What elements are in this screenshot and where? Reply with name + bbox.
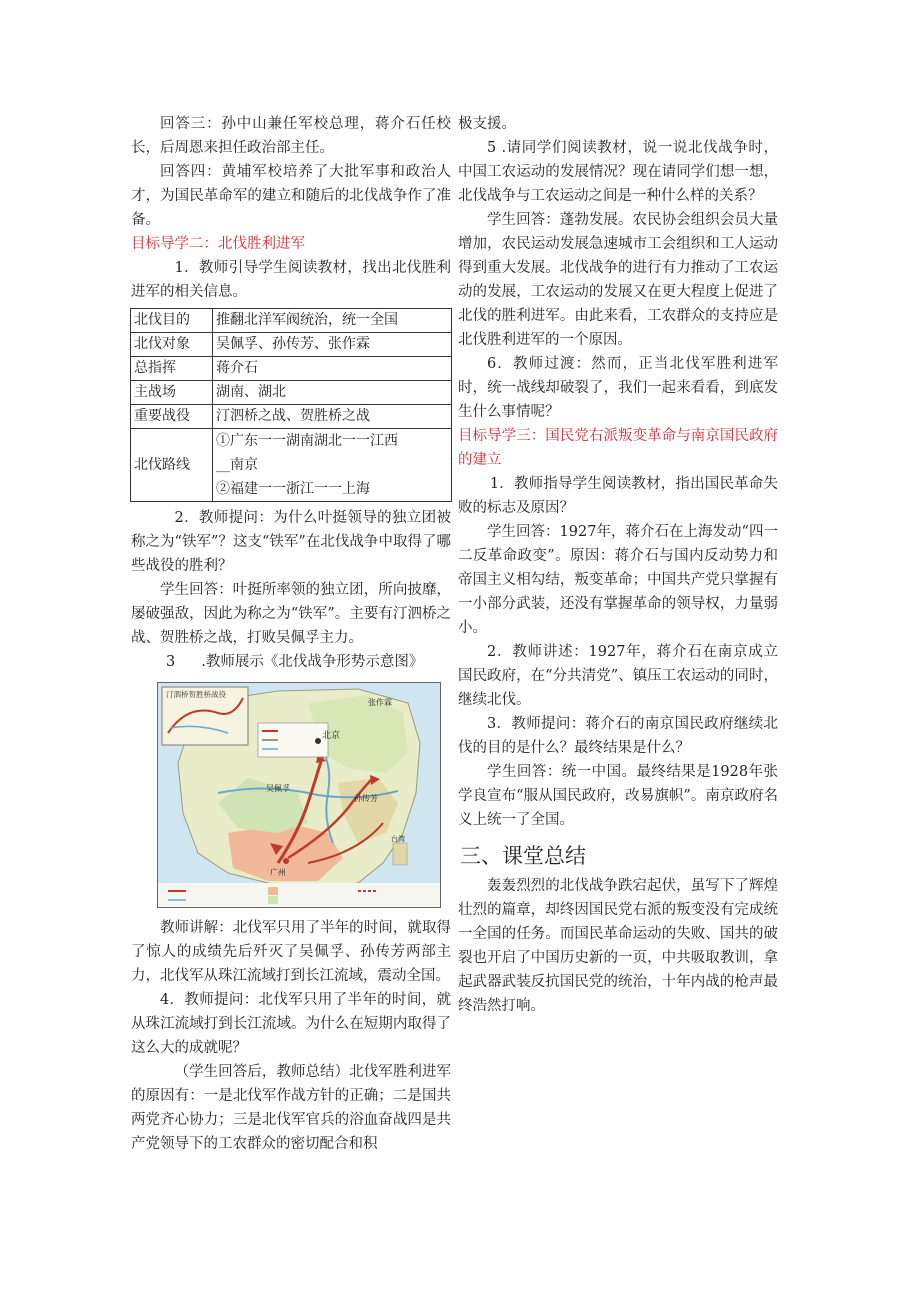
section-heading-summary: 三、课堂总结 <box>460 844 586 868</box>
paragraph-answer-tiejun: 学生回答：叶挺所率领的独立团，所向披靡，屡破强敌，因此为称之为“铁军”。主要有汀泗桥之战、贺胜桥之战，打败吴佩孚主力。 <box>131 582 451 646</box>
paragraph-teacher-explain: 教师讲解：北伐军只用了半年的时间，就取得了惊人的成绩先后歼灭了吴佩孚、孙传芳两部主力，北伐军从珠江流域打到长江流域，震动全国。 <box>131 920 451 984</box>
route-1: ①广东一一湖南湖北一一江西 <box>216 433 398 449</box>
paragraph-task-6: 6．教师过渡：然而，正当北伐军胜利进军时，统一战线却破裂了，我们一起来看看，到底发生什么事情呢？ <box>458 356 778 420</box>
paragraph-answer-3: 回答三：孙中山兼任军校总理，蒋介石任校长，后周恩来担任政治部主任。 <box>131 116 451 156</box>
paragraph-class-summary: 轰轰烈烈的北伐战争跌宕起伏，虽写下了辉煌壮烈的篇章，却终因国民党右派的叛变没有完成统一全国的任务。而国民革命运动的失败、国共的破裂也开启了中国历史新的一页，中共吸取教训，拿起武器武装反抗国民党的统治，十年内战的枪声最终浩然打响。 <box>458 878 778 1014</box>
route-2: ②福建一一浙江一一上海 <box>216 481 370 497</box>
northern-expedition-map <box>157 682 441 908</box>
northern-expedition-table <box>130 308 452 502</box>
paragraph-goal3-task-1: 1．教师指导学生阅读教材，指出国民革命失败的标志及原因？ <box>458 476 778 516</box>
paragraph-task-1: 1．教师引导学生阅读教材，找出北伐胜利进军的相关信息。 <box>131 260 451 300</box>
paragraph-task-4: 4．教师提问：北伐军只用了半年的时间，就从珠江流域打到长江流域。为什么在短期内取得了这么大的成就呢？ <box>131 992 451 1056</box>
goal-heading-2: 目标导学二：北伐胜利进军 <box>131 236 305 252</box>
table-row-route: 北伐路线 ①广东一一湖南湖北一一江西 __南京 ②福建一一浙江一一上海 <box>131 429 452 502</box>
right-column <box>458 112 778 1018</box>
paragraph-goal3-task-3: 3．教师提问：蒋介石的南京国民政府继续北伐的目的是什么？最终结果是什么？ <box>458 716 778 756</box>
paragraph-answer-5: 学生回答：蓬勃发展。农民协会组织会员大量增加，农民运动发展急速城市工会组织和工人运动得到重大发展。北伐战争的进行有力推动了工农运动的发展，工农运动的发展又在更大程度上促进了北伐的胜利进军。由此来看，工农群众的支持应是北伐胜利进军的一个原因。 <box>458 212 778 348</box>
table-row: 北伐对象 吴佩孚、孙传芳、张作霖 <box>131 333 452 357</box>
map-inset-title: 汀泗桥贺胜桥战役 <box>166 690 226 699</box>
goal-heading-3: 目标导学三：国民党右派叛变革命与南京国民政府的建立 <box>458 428 778 468</box>
map-label-sunchuanfang: 孙传芳 <box>354 794 378 803</box>
table-row: 北伐目的 推翻北洋军阀统治，统一全国 <box>131 309 452 333</box>
map-label-zhangzuolin: 张作霖 <box>368 698 392 707</box>
paragraph-answer-4: 回答四：黄埔军校培养了大批军事和政治人才，为国民革命军的建立和随后的北伐战争作了准备。 <box>131 164 451 228</box>
map-label-beijing: 北京 <box>322 731 341 741</box>
table-row: 重要战役 汀泗桥之战、贺胜桥之战 <box>131 405 452 429</box>
route-1b: __南京 <box>216 457 258 473</box>
paragraph-continuation: 极支援。 <box>458 116 516 132</box>
map-label-taiwan: 台湾 <box>391 835 405 843</box>
paragraph-goal3-answer-1: 学生回答：1927年，蒋介石在上海发动“四一二反革命政变”。原因：蒋介石与国内反动势力和帝国主义相勾结，叛变革命；中国共产党只掌握有一小部分武装，还没有掌握革命的领导权，力量弱小。 <box>458 524 778 636</box>
paragraph-task-2: 2．教师提问：为什么叶挺领导的独立团被称之为“铁军”？这支“铁军”在北伐战争中取得了哪些战役的胜利？ <box>131 510 451 574</box>
map-label-guangzhou: 广州 <box>270 868 286 877</box>
paragraph-task-3: 3 .教师展示《北伐战争形势示意图》 <box>166 654 424 670</box>
map-label-wupeifu: 吴佩孚 <box>266 784 290 793</box>
map-illustration <box>158 683 440 907</box>
paragraph-summary-reasons: （学生回答后，教师总结）北伐军胜利进军的原因有：一是北伐军作战方针的正确；二是国共两党齐心协力；三是北伐军官兵的浴血奋战四是共产党领导下的工农群众的密切配合和积 <box>131 1064 451 1152</box>
table-row: 总指挥 蒋介石 <box>131 357 452 381</box>
paragraph-goal3-task-2: 2．教师讲述：1927年，蒋介石在南京成立国民政府，在“分共清党”、镇压工农运动的同时，继续北伐。 <box>458 644 778 708</box>
paragraph-goal3-answer-3: 学生回答：统一中国。最终结果是1928年张学良宣布“服从国民政府，改易旗帜”。南京政府名义上统一了全国。 <box>458 764 778 828</box>
table-row: 主战场 湖南、湖北 <box>131 381 452 405</box>
left-column <box>131 112 451 1156</box>
paragraph-task-5: 5 .请同学们阅读教材，说一说北伐战争时，中国工农运动的发展情况？现在请同学们想一想，北伐战争与工农运动之间是一种什么样的关系？ <box>458 140 778 204</box>
